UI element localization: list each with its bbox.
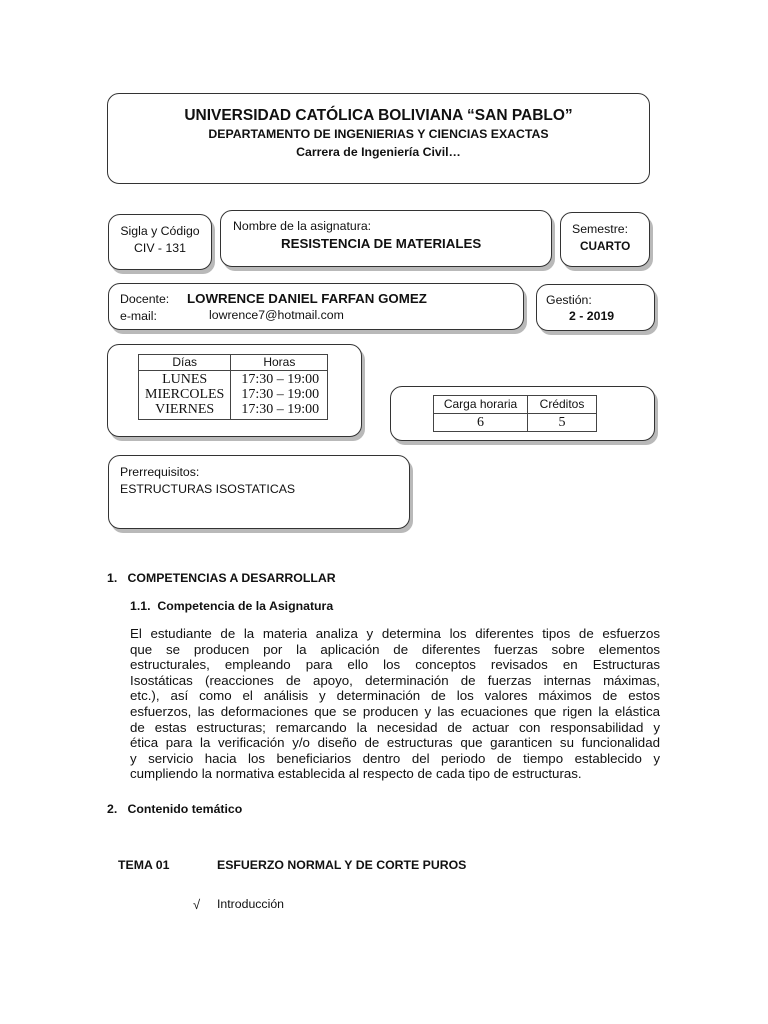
paragraph-line: y servicio hacia los beneficiarios dentro del periodo de tiempo establecido y — [130, 750, 660, 766]
tema-title: ESFUERZO NORMAL Y DE CORTE PUROS — [217, 858, 467, 872]
schedule-hour-2: 17:30 – 19:00 — [241, 387, 320, 402]
paragraph-line: Isostáticas (reacciones de apoyo, determinación de fuerzas internas máximas, — [130, 672, 660, 688]
schedule-hour-3: 17:30 – 19:00 — [241, 402, 320, 417]
schedule-box — [107, 344, 362, 437]
schedule-day-3: VIERNES — [155, 402, 215, 417]
paragraph-line: ética para la verificación y/o diseño de estructuras que garanticen su funcionalidad — [130, 735, 660, 751]
paragraph-line: que se producen por la aplicación de diferentes fuerzas sobre elementos — [130, 641, 660, 657]
section-1-1-title: 1.1. Competencia de la Asignatura — [130, 599, 334, 613]
bullet-text: Introducción — [217, 897, 284, 911]
schedule-day-2: MIERCOLES — [145, 387, 225, 402]
course-code-box — [108, 214, 212, 270]
course-name-label: Nombre de la asignatura: — [233, 219, 372, 233]
schedule-hour-1: 17:30 – 19:00 — [241, 372, 320, 387]
load-header-hours: Carga horaria — [434, 396, 528, 414]
career-title: Carrera de Ingeniería Civil… — [296, 145, 461, 159]
section-1-1-paragraph — [130, 626, 660, 782]
load-box — [390, 386, 655, 441]
section-2-title: 2. Contenido temático — [107, 802, 243, 816]
schedule-header-days: Días — [139, 355, 231, 371]
gestion-value: 2 - 2019 — [569, 309, 615, 323]
paragraph-line: esfuerzos, las deformaciones que se producen y las ecuaciones que rigen la elástica — [130, 703, 660, 719]
course-name-box — [220, 210, 552, 267]
gestion-label: Gestión: — [546, 293, 592, 307]
check-bullet-icon: √ — [193, 897, 201, 912]
email-value: lowrence7@hotmail.com — [209, 308, 344, 322]
load-table — [433, 395, 597, 432]
schedule-table — [138, 354, 328, 420]
university-title: UNIVERSIDAD CATÓLICA BOLIVIANA “SAN PABLO” — [184, 107, 573, 124]
schedule-header-hours: Horas — [231, 355, 328, 371]
schedule-day-1: LUNES — [162, 372, 208, 387]
course-code-label: Sigla y Código — [120, 224, 200, 238]
header-box — [107, 93, 650, 184]
schedule-hours — [231, 371, 328, 420]
teacher-name: LOWRENCE DANIEL FARFAN GOMEZ — [187, 291, 427, 306]
teacher-label: Docente: — [120, 292, 170, 306]
semester-value: CUARTO — [580, 239, 631, 253]
semester-label: Semestre: — [572, 222, 629, 236]
department-title: DEPARTAMENTO DE INGENIERIAS Y CIENCIAS EXACTAS — [208, 127, 549, 141]
tema-label: TEMA 01 — [118, 858, 170, 872]
gestion-box — [536, 284, 655, 331]
paragraph-line: de estas estructuras; remarcando la necesidad de actuar con responsabilidad y — [130, 719, 660, 735]
paragraph-line: etc.), así como el análisis y determinación de los valores máximos de estos — [130, 688, 660, 704]
paragraph-line: estructurales, empleando para ello los conceptos revisados en Estructuras — [130, 657, 660, 673]
teacher-box — [108, 283, 524, 330]
load-value-hours: 6 — [434, 414, 528, 432]
paragraph-line: cumpliendo la normativa establecida al respecto de cada tipo de estructuras. — [130, 766, 582, 782]
load-header-credits: Créditos — [528, 396, 597, 414]
paragraph-line: El estudiante de la materia analiza y determina los diferentes tipos de esfuerzos — [130, 626, 660, 641]
load-value-credits: 5 — [528, 414, 597, 432]
section-1-title: 1. COMPETENCIAS A DESARROLLAR — [107, 571, 336, 585]
course-name-value: RESISTENCIA DE MATERIALES — [281, 236, 482, 251]
course-code-value: CIV - 131 — [134, 241, 186, 255]
prereq-value: ESTRUCTURAS ISOSTATICAS — [120, 482, 296, 496]
prereq-box — [108, 455, 410, 529]
semester-box — [560, 212, 650, 267]
prereq-label: Prerrequisitos: — [120, 465, 200, 479]
email-label: e-mail: — [120, 309, 157, 323]
schedule-day — [139, 371, 231, 420]
